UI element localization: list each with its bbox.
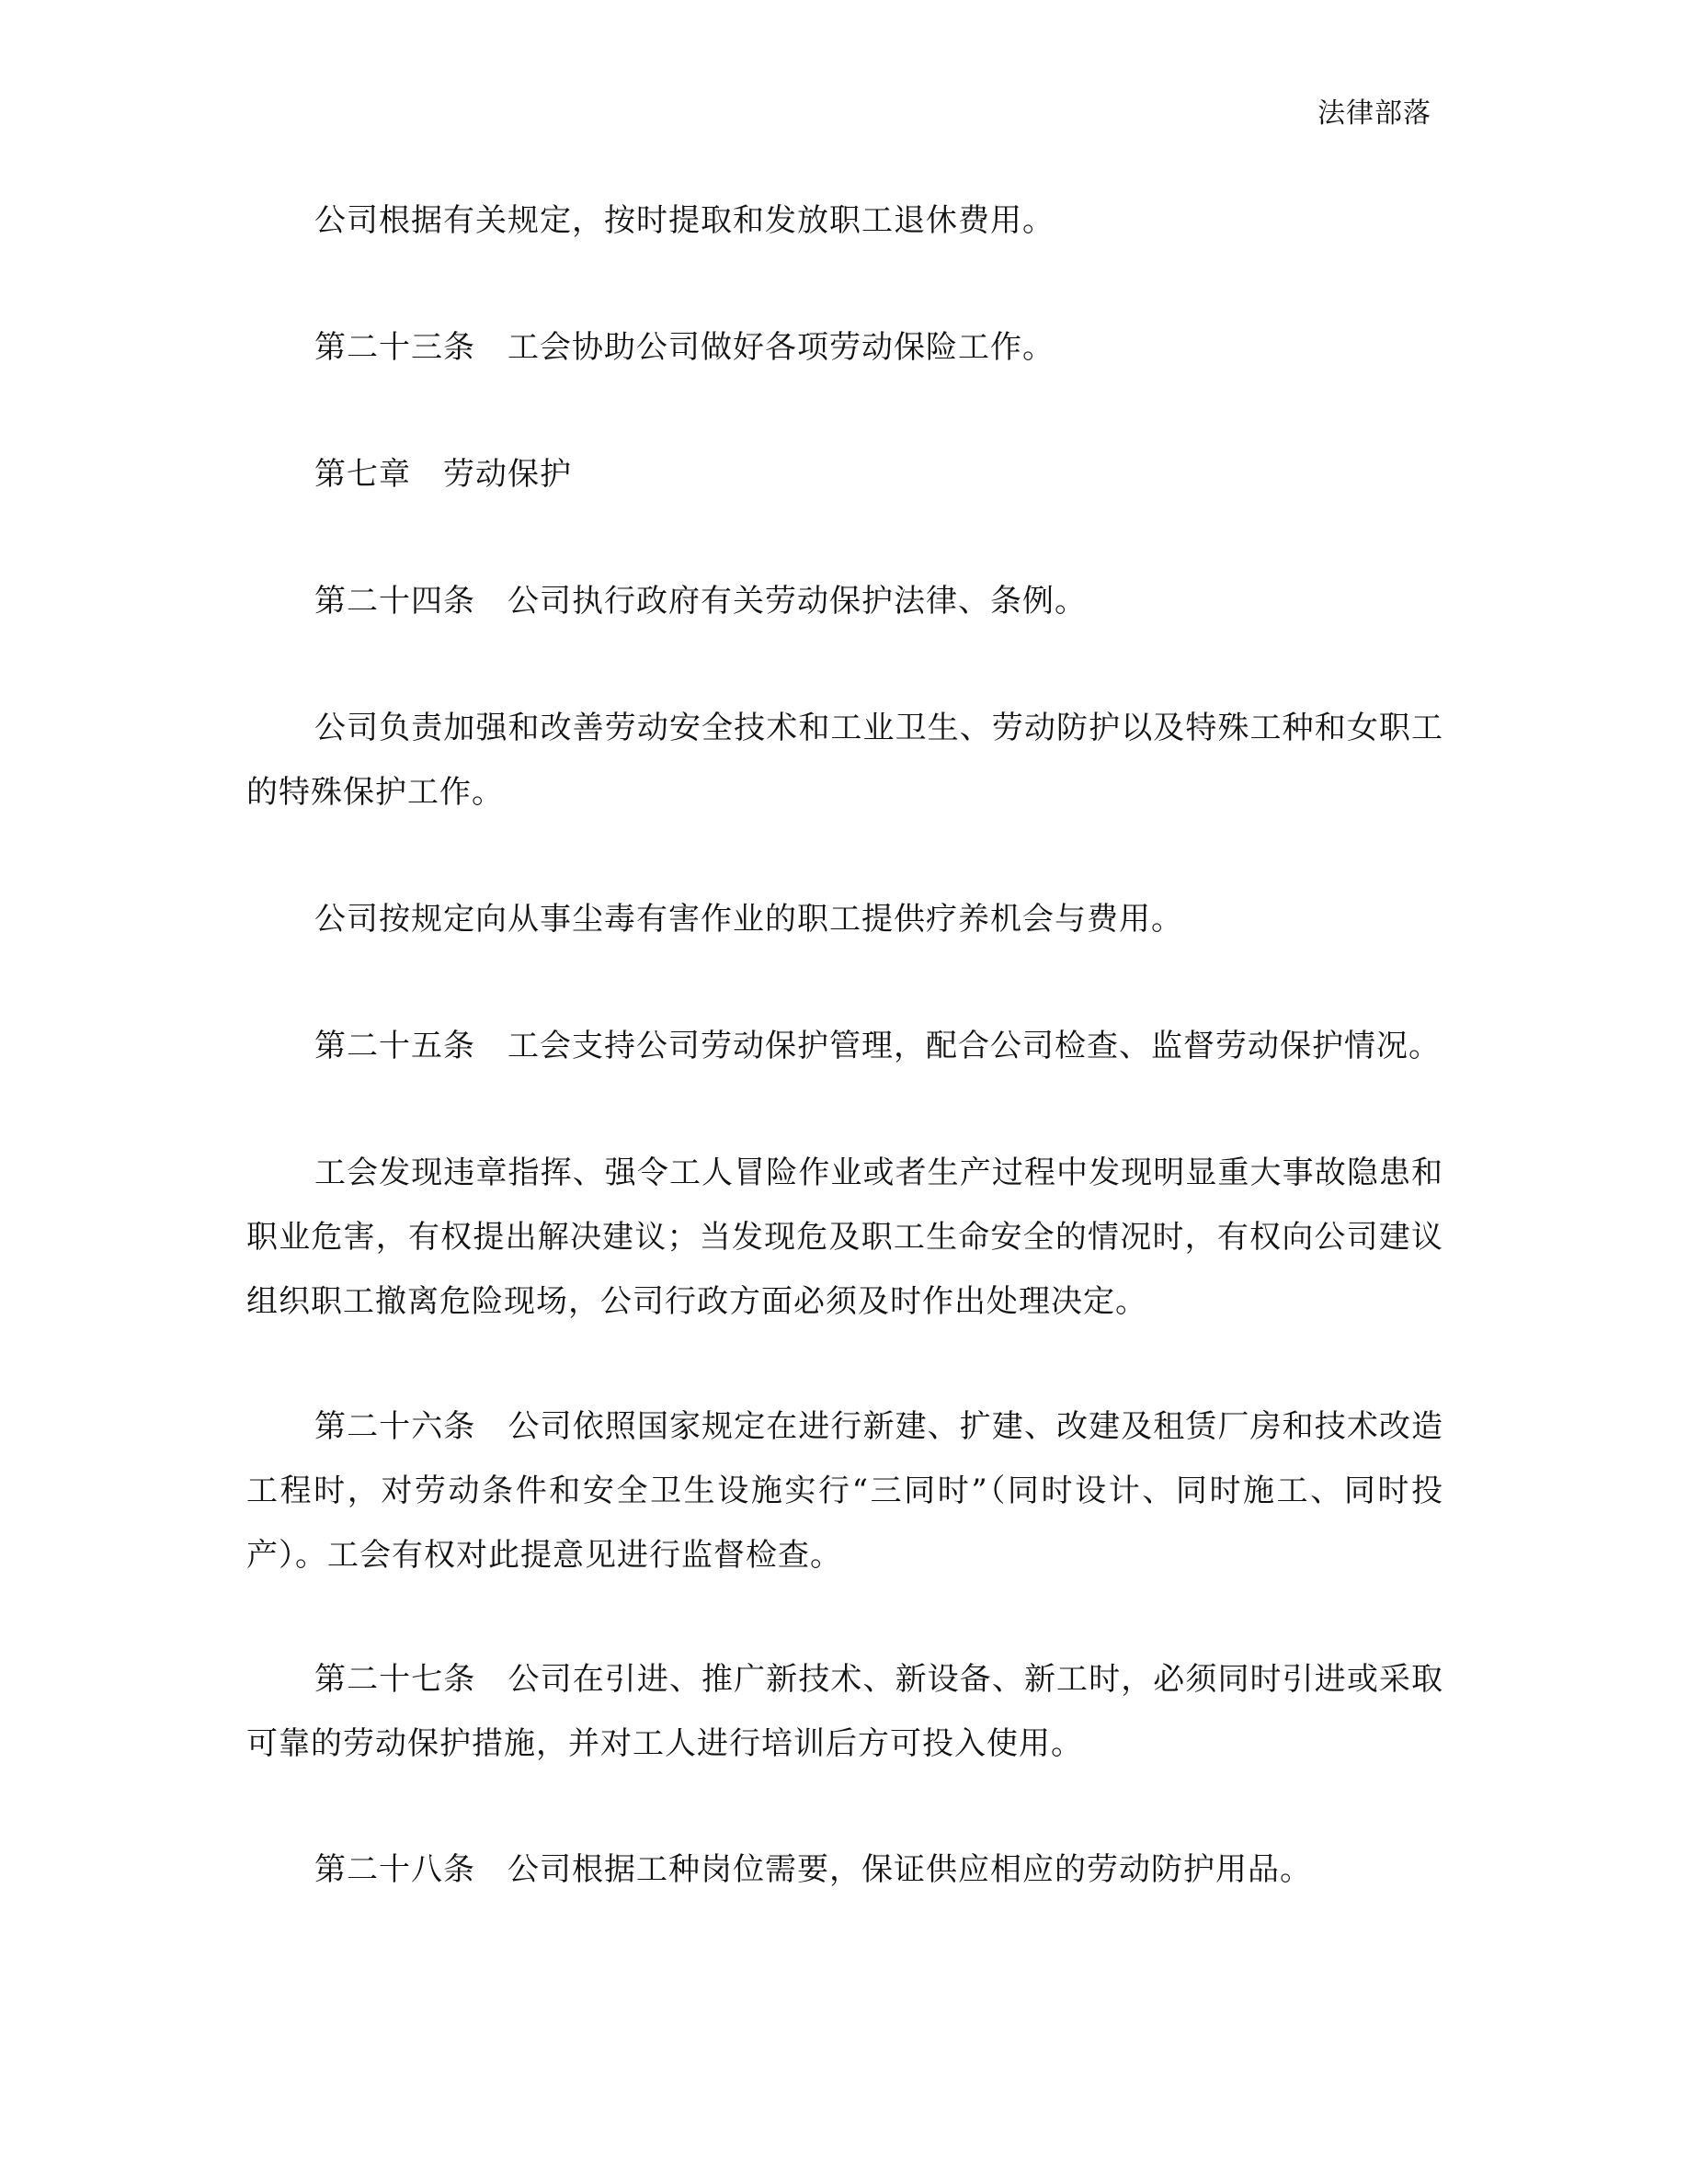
paragraph-convalescence: 公司按规定向从事尘毒有害作业的职工提供疗养机会与费用。 <box>314 901 1183 938</box>
paragraph-article-26: 第二十六条 公司依照国家规定在进行新建、扩建、改建及租赁厂房和技术改造工程时，对劳动条件和安全卫生设施实行“三同时”（同时设计、同时施工、同时投产）。工会有权对此提意见进行监督检查。 <box>246 1408 1443 1574</box>
paragraph-article-23: 第二十三条 工会协助公司做好各项劳动保险工作。 <box>314 329 1055 366</box>
paragraph-article-25: 第二十五条 工会支持公司劳动保护管理，配合公司检查、监督劳动保护情况。 <box>314 1028 1441 1064</box>
paragraph-retirement-fees: 公司根据有关规定，按时提取和发放职工退休费用。 <box>314 202 1055 239</box>
paragraph-article-24: 第二十四条 公司执行政府有关劳动保护法律、条例。 <box>314 583 1087 620</box>
paragraph-union-rights: 工会发现违章指挥、强令工人冒险作业或者生产过程中发现明显重大事故隐患和职业危害，有权提出解决建议；当发现危及职工生命安全的情况时，有权向公司建议组织职工撤离危险现场，公司行政方面必须及时作出处理决定。 <box>246 1155 1443 1320</box>
chapter-heading-7: 第七章 劳动保护 <box>314 456 572 493</box>
page-header: 法律部落 <box>1317 97 1431 130</box>
paragraph-article-28: 第二十八条 公司根据工种岗位需要，保证供应相应的劳动防护用品。 <box>314 1851 1312 1888</box>
paragraph-safety-protection: 公司负责加强和改善劳动安全技术和工业卫生、劳动防护以及特殊工种和女职工的特殊保护工作。 <box>246 710 1443 811</box>
paragraph-article-27: 第二十七条 公司在引进、推广新技术、新设备、新工时，必须同时引进或采取可靠的劳动保护措施，并对工人进行培训后方可投入使用。 <box>246 1661 1443 1762</box>
